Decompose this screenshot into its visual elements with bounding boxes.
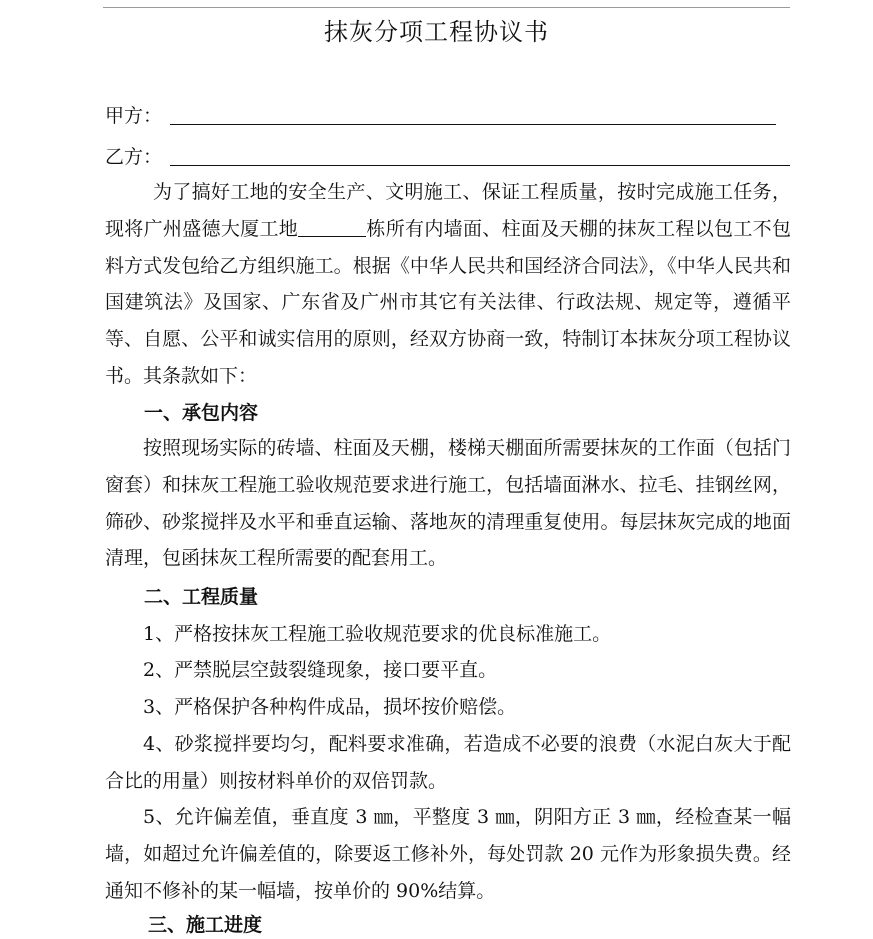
section2-heading: 二、工程质量 bbox=[144, 586, 259, 608]
quality-item-3: 3、严格保护各种构件成品，损坏按价赔偿。 bbox=[143, 696, 517, 718]
section1-body: 按照现场实际的砖墙、柱面及天棚，楼梯天棚面所需要抹灰的工作面（包括门窗套）和抹灰工程施工验收规范要求进行施工，包括墙面淋水、拉毛、挂钢丝网，筛砂、砂浆搅拌及水平和垂直运输、落地灰的清理重复使用。每层抹灰完成的地面清理，包函抹灰工程所需要的配套用工。 bbox=[105, 437, 791, 570]
page-top-rule bbox=[103, 7, 790, 8]
party-a-label: 甲方： bbox=[105, 105, 163, 127]
document-title: 抹灰分项工程协议书 bbox=[324, 18, 549, 46]
intro-text-part1: 为了搞好工地的安全生产、文明施工、保证工程质量，按时完成施工任务，现将广州盛德大厦工地 bbox=[105, 181, 791, 240]
quality-item-2: 2、严禁脱层空鼓裂缝现象，接口要平直。 bbox=[143, 659, 498, 681]
building-number-blank bbox=[298, 216, 366, 237]
party-b-blank-line bbox=[170, 165, 790, 166]
quality-item-1: 1、严格按抹灰工程施工验收规范要求的优良标准施工。 bbox=[143, 623, 612, 645]
quality-item-5: 5、允许偏差值，垂直度 3 ㎜，平整度 3 ㎜，阴阳方正 3 ㎜，经检查某一幅墙，如超过允许偏差值的，除要返工修补外，每处罚款 20 元作为形象损失费。经通知不修补的某一幅墙，按单价的 90%结算。 bbox=[105, 806, 791, 902]
quality-item-4: 4、砂浆搅拌要均匀，配料要求准确，若造成不必要的浪费（水泥白灰大于配合比的用量）则按材料单价的双倍罚款。 bbox=[105, 733, 791, 792]
intro-paragraph bbox=[105, 174, 791, 395]
party-a-blank-line bbox=[170, 124, 776, 125]
intro-text-part2: 栋所有内墙面、柱面及天棚的抹灰工程以包工不包料方式发包给乙方组织施工。根据《中华人民共和国经济合同法》，《中华人民共和国建筑法》及国家、广东省及广州市其它有关法律、行政法规、规定等，遵循平等、自愿、公平和诚实信用的原则，经双方协商一致，特制订本抹灰分项工程协议书。其条款如下： bbox=[105, 217, 791, 387]
section1-heading: 一、承包内容 bbox=[144, 402, 259, 424]
party-b-label: 乙方： bbox=[105, 146, 163, 168]
section3-heading: 三、施工进度 bbox=[148, 914, 263, 936]
